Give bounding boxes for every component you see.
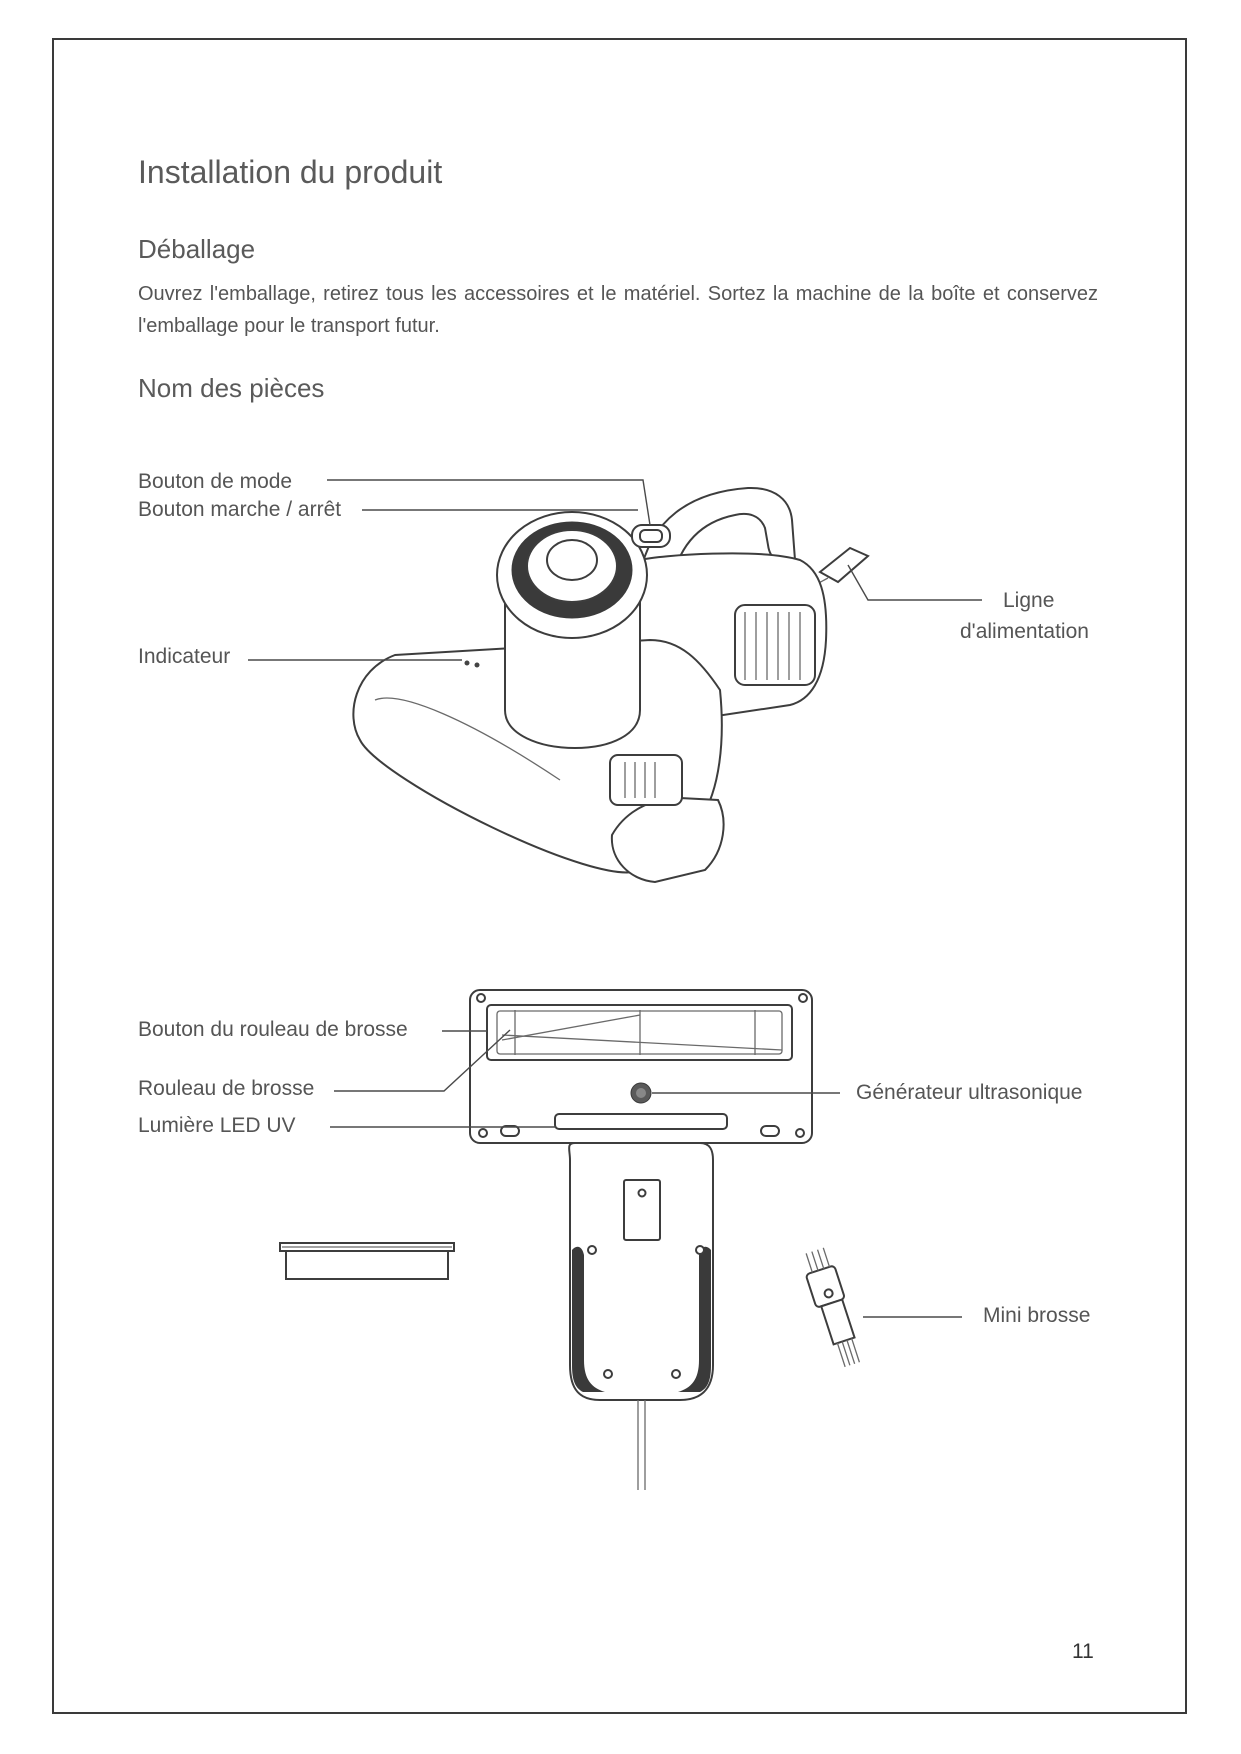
label-mode-button: Bouton de mode <box>138 470 293 493</box>
mini-brush-drawing <box>799 1246 865 1369</box>
page-title: Installation du produit <box>138 154 443 190</box>
filter-drawing <box>280 1243 454 1279</box>
label-indicator: Indicateur <box>138 645 231 668</box>
vacuum-bottom-drawing <box>470 990 812 1490</box>
label-power-button: Bouton marche / arrêt <box>138 498 342 521</box>
unpacking-text: Ouvrez l'emballage, retirez tous les accessoires et le matériel. Sortez la machine de la boîte et conservez l'emballage pour le transport futur. <box>138 283 1098 337</box>
label-ultrasonic-generator: Générateur ultrasonique <box>856 1081 1083 1104</box>
label-power-line-2: d'alimentation <box>960 620 1089 643</box>
label-power-line-1: Ligne <box>1003 589 1055 612</box>
label-brush-roller-button: Bouton du rouleau de brosse <box>138 1018 408 1041</box>
label-uv-led: Lumière LED UV <box>138 1114 296 1137</box>
label-mini-brush: Mini brosse <box>983 1304 1091 1327</box>
unpacking-heading: Déballage <box>138 234 256 264</box>
parts-heading: Nom des pièces <box>138 373 325 403</box>
vacuum-perspective-drawing <box>353 488 868 882</box>
label-brush-roller: Rouleau de brosse <box>138 1077 315 1100</box>
page-number: 11 <box>1072 1640 1094 1663</box>
